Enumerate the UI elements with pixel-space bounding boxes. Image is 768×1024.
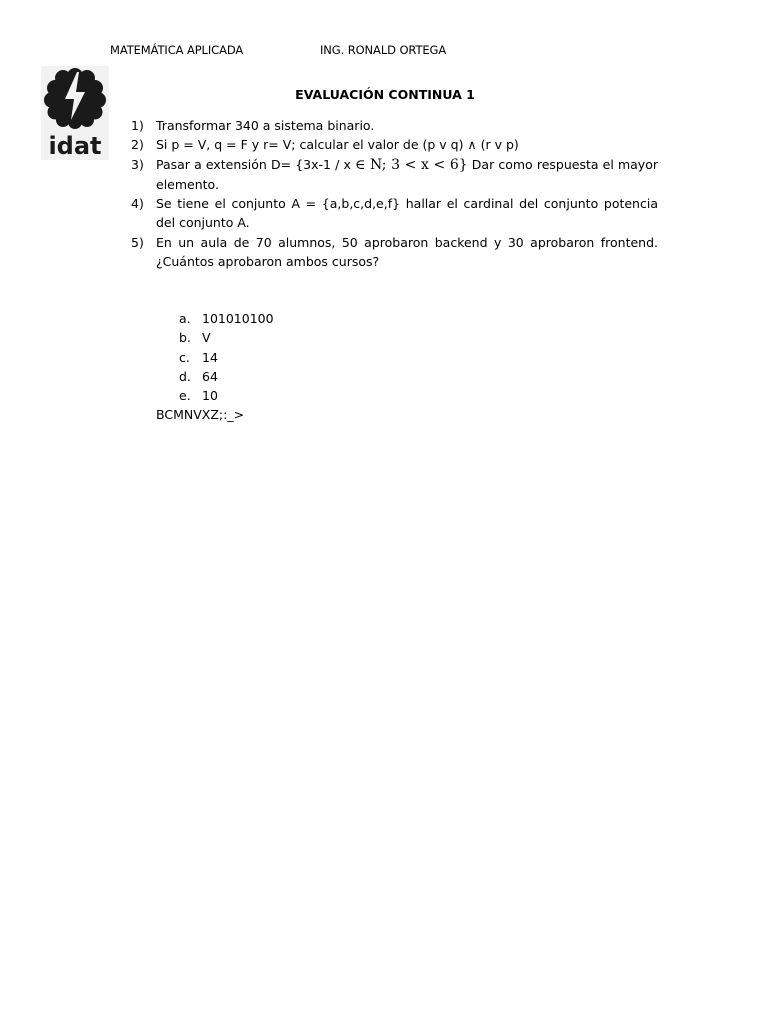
answer-value: 64 — [202, 368, 218, 384]
brain-icon — [41, 66, 109, 160]
question-item — [131, 155, 658, 195]
idat-logo — [41, 66, 109, 160]
question-number: 4) — [131, 196, 144, 212]
course-name: MATEMÁTICA APLICADA — [110, 43, 244, 57]
answer-value: 101010100 — [202, 311, 274, 326]
question-text: Transformar 340 a sistema binario. — [156, 118, 375, 133]
answer-item — [178, 309, 274, 328]
question-text-continued: Dar como respuesta el mayor elemento. — [156, 156, 658, 192]
question-list — [131, 116, 658, 271]
answer-letter: b. — [179, 330, 191, 346]
answer-item — [178, 386, 274, 405]
page-title: EVALUACIÓN CONTINUA 1 — [295, 87, 475, 102]
question-text: En un aula de 70 alumnos, 50 aprobaron backend y 30 aprobaron frontend. ¿Cuántos aprobaron ambos cursos? — [156, 234, 658, 270]
teacher-name: ING. RONALD ORTEGA — [320, 43, 447, 57]
answer-letter: e. — [179, 388, 191, 404]
stray-text: BCMNVXZ;:_> — [156, 407, 245, 422]
question-item — [131, 135, 658, 154]
question-number: 5) — [131, 234, 144, 250]
answer-item — [178, 348, 274, 367]
answer-value: V — [202, 330, 211, 346]
question-item — [131, 116, 658, 135]
answer-value: 14 — [202, 349, 218, 365]
question-item — [131, 233, 658, 272]
answer-letter: d. — [179, 368, 191, 384]
answer-item — [178, 367, 274, 386]
question-number: 1) — [131, 118, 144, 133]
question-number: 2) — [131, 137, 144, 153]
logo-text: idat — [48, 132, 102, 160]
answer-list — [178, 309, 274, 405]
question-item — [131, 194, 658, 233]
answer-value: 10 — [202, 388, 218, 404]
question-number: 3) — [131, 156, 144, 172]
question-text: Pasar a extensión D= {3x-1 / x — [156, 156, 356, 172]
question-text: Si p = V, q = F y r= V; calcular el valor de (p v q) ∧ (r v p) — [156, 137, 519, 153]
math-expression: ∈ N; 3 < x < 6} — [355, 156, 468, 173]
answer-letter: c. — [179, 349, 190, 365]
answer-letter: a. — [179, 311, 191, 326]
question-text: Se tiene el conjunto A = {a,b,c,d,e,f} hallar el cardinal del conjunto potencia del conjunto A. — [156, 196, 658, 231]
answer-item — [178, 328, 274, 347]
